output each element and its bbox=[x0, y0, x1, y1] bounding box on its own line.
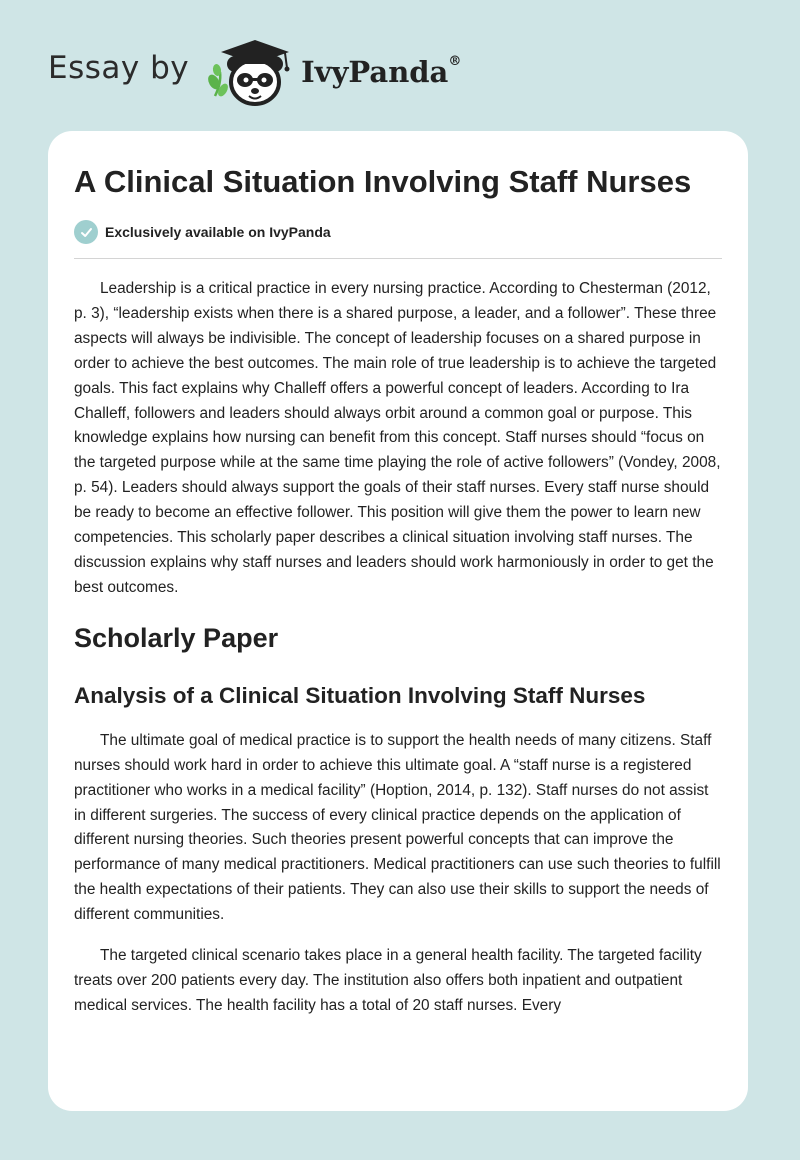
exclusive-badge bbox=[74, 220, 722, 259]
page-title: A Clinical Situation Involving Staff Nurses bbox=[74, 164, 692, 199]
intro-paragraph: Leadership is a critical practice in every nursing practice. According to Chesterman (2012, p. 3), “leadership exists when there is a shared purpose, a leader, and a follower”. These three aspects will always be indivisible. The concept of leadership focuses on a shared purpose in order to achieve the best outcomes. The main role of true leadership is to achieve the targeted goals. This fact explains why Challeff offers a powerful concept of leaders. According to Ira Challeff, followers and leaders should always orbit around a common goal or purpose. This knowledge explains how nursing can benefit from this concept. Staff nurses should “focus on the targeted purpose while at the same time playing the role of active followers” (Vondey, 2008, p. 54). Leaders should always support the goals of their staff nurses. Every staff nurse should be ready to become an effective follower. This position will give them the power to learn new competencies. This scholarly paper describes a clinical situation involving staff nurses. The discussion explains why staff nurses and leaders should work harmoniously in order to get the best outcomes. bbox=[74, 280, 721, 596]
registered-mark: ® bbox=[448, 54, 462, 70]
essay-by-label: Essay by bbox=[48, 50, 190, 86]
body-paragraph: The ultimate goal of medical practice is to support the health needs of many citizens. Staff nurses should work hard in order to achieve this ultimate goal. A “staff nurse is a registered practitioner who works in a medical facility” (Hoption, 2014, p. 132). Staff nurses do not assist in different surgeries. The success of every clinical practice depends on the application of different nursing theories. Such theories present powerful concepts that can improve the performance of many medical practitioners. Medical practitioners can use such theories to fulfill the health expectations of their patients. They can also use their skills to support the needs of different communities. bbox=[74, 731, 721, 924]
body-paragraph: The targeted clinical scenario takes place in a general health facility. The targeted facility treats over 200 patients every day. The institution also offers both inpatient and outpatient medical services. The health facility has a total of 20 staff nurses. Every bbox=[74, 947, 702, 1014]
exclusive-label: Exclusively available on IvyPanda bbox=[105, 224, 331, 240]
essay-card bbox=[48, 131, 748, 1111]
site-header bbox=[48, 34, 461, 110]
brand-text: IvyPanda bbox=[301, 55, 449, 89]
panda-graduate-icon bbox=[205, 34, 297, 110]
section-heading: Scholarly Paper bbox=[74, 622, 279, 653]
brand-name bbox=[301, 55, 461, 89]
check-icon bbox=[74, 220, 98, 244]
subsection-heading: Analysis of a Clinical Situation Involving Staff Nurses bbox=[74, 682, 646, 708]
check-glyph bbox=[80, 226, 93, 239]
